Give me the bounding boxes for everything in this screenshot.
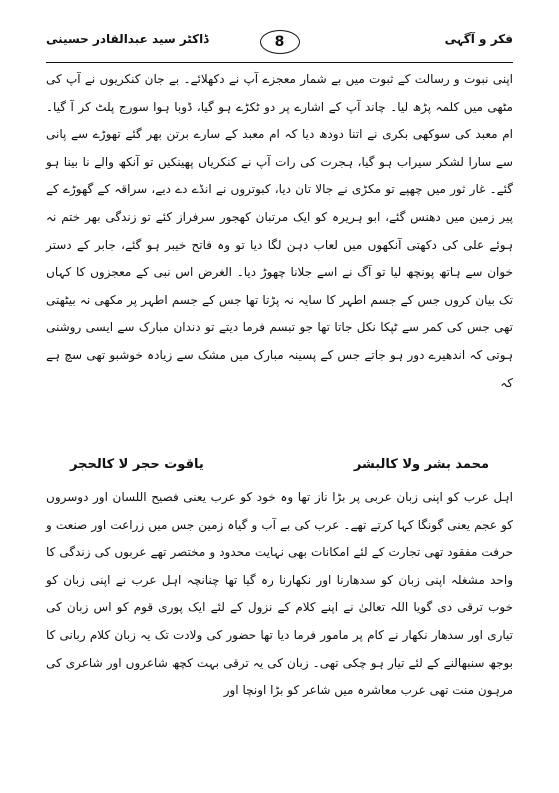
second-text-block xyxy=(46,484,513,705)
main-text-block xyxy=(46,66,513,397)
paragraph-arabic-language: اہل عرب کو اپنی زبان عربی پر بڑا ناز تھا وہ خود کو عرب یعنی فصیح اللسان اور دوسروں کو عجم یعنی گونگا کہا کرتے تھے۔ عرب کی بے آب و گیاہ زمین جس میں زراعت اور صنعت و حرفت مفقود تھی تجارت کے لئے امکانات بھی نہایت محدود و مختصر تھے عربوں کی زندگی کا واحد مشغلہ اپنی زبان کو سدھارنا اور نکھارنا رہ گیا تھا چنانچہ اہل عرب نے اپنی زبان کو خوب ترقی دی گویا اللہ تعالیٰ نے اپنے کلام کے نزول کے لئے ایک پوری قوم کو اس زبان کی تیاری اور سدھار نکھار نے کام پر مامور فرما دیا تھا حضور کی ولادت تک یہ زبان کلام ربانی کا بوجھ سنبھالنے کے لئے تیار ہو چکی تھی۔ زبان کی یہ ترقی بہت کچھ شاعروں اور شاعری کی مرہون منت تھی عرب معاشرہ میں شاعر کو بڑا اونچا اور xyxy=(46,490,513,698)
page-header xyxy=(46,30,513,70)
verse-left-hemistich: یاقوت حجر لا کالحجر xyxy=(70,457,204,472)
book-title: فکر و آگہی xyxy=(444,32,513,46)
paragraph-miracles: اپنی نبوت و رسالت کے ثبوت میں بے شمار معجزے آپ نے دکھلائے۔ بے جان کنکریوں نے آپ کی مٹھی میں کلمہ پڑھ لیا۔ چاند آپ کے اشارے پر دو ٹکڑے ہو گیا، ڈوبا ہوا سورج پلٹ کر آ گیا۔ ام معبد کی سوکھی بکری نے اتنا دودھ دیا کہ ام معبد کے سارے برتن بھر گئے تھوڑے سے پانی سے سارا لشکر سیراب ہو گیا، ہجرت کی رات آپ نے کنکریاں پھینکیں تو آنکھ والے نا بینا ہو گئے۔ غار ثور میں چھپے تو مکڑی نے جالا تان دیا، کبوتروں نے انڈے دے دیے، سراقہ کے گھوڑے کے پیر زمین میں دھنس گئے، ابو ہریرہ کو ایک مرتبان کھجور سرفراز کئے تو زندگی بھر ختم نہ ہوئے علی کی دکھتی آنکھوں میں لعاب دہن لگا دیا تو وہ فاتح خیبر ہو گئے، جابر کے دستر خوان سے ہاتھ پونچھ لیا تو آگ نے اسے جلانا چھوڑ دیا۔ الغرض اس نبی کے معجزوں کا کہاں تک بیان کروں جس کے جسم اطہر کا سایہ نہ پڑتا تھا جس کے جسم اطہر پر مکھی نہ بیٹھتی تھی جس کی کمر سے ٹپکا نکل جاتا تھا جو تبسم فرما دیتے تو دندان مبارک سے ایسی روشنی ہوتی کہ اندھیرے دور ہو جاتے جس کے پسینہ مبارک میں مشک سے زیادہ خوشبو تھی سچ ہے کہ xyxy=(46,72,513,390)
verse-right-hemistich: محمد بشر ولا کالبشر xyxy=(353,457,489,472)
page-number: 8 xyxy=(260,30,300,54)
arabic-verse xyxy=(70,457,489,485)
header-divider xyxy=(46,62,513,63)
author-name: ڈاکٹر سید عبدالقادر حسینی xyxy=(46,32,209,46)
